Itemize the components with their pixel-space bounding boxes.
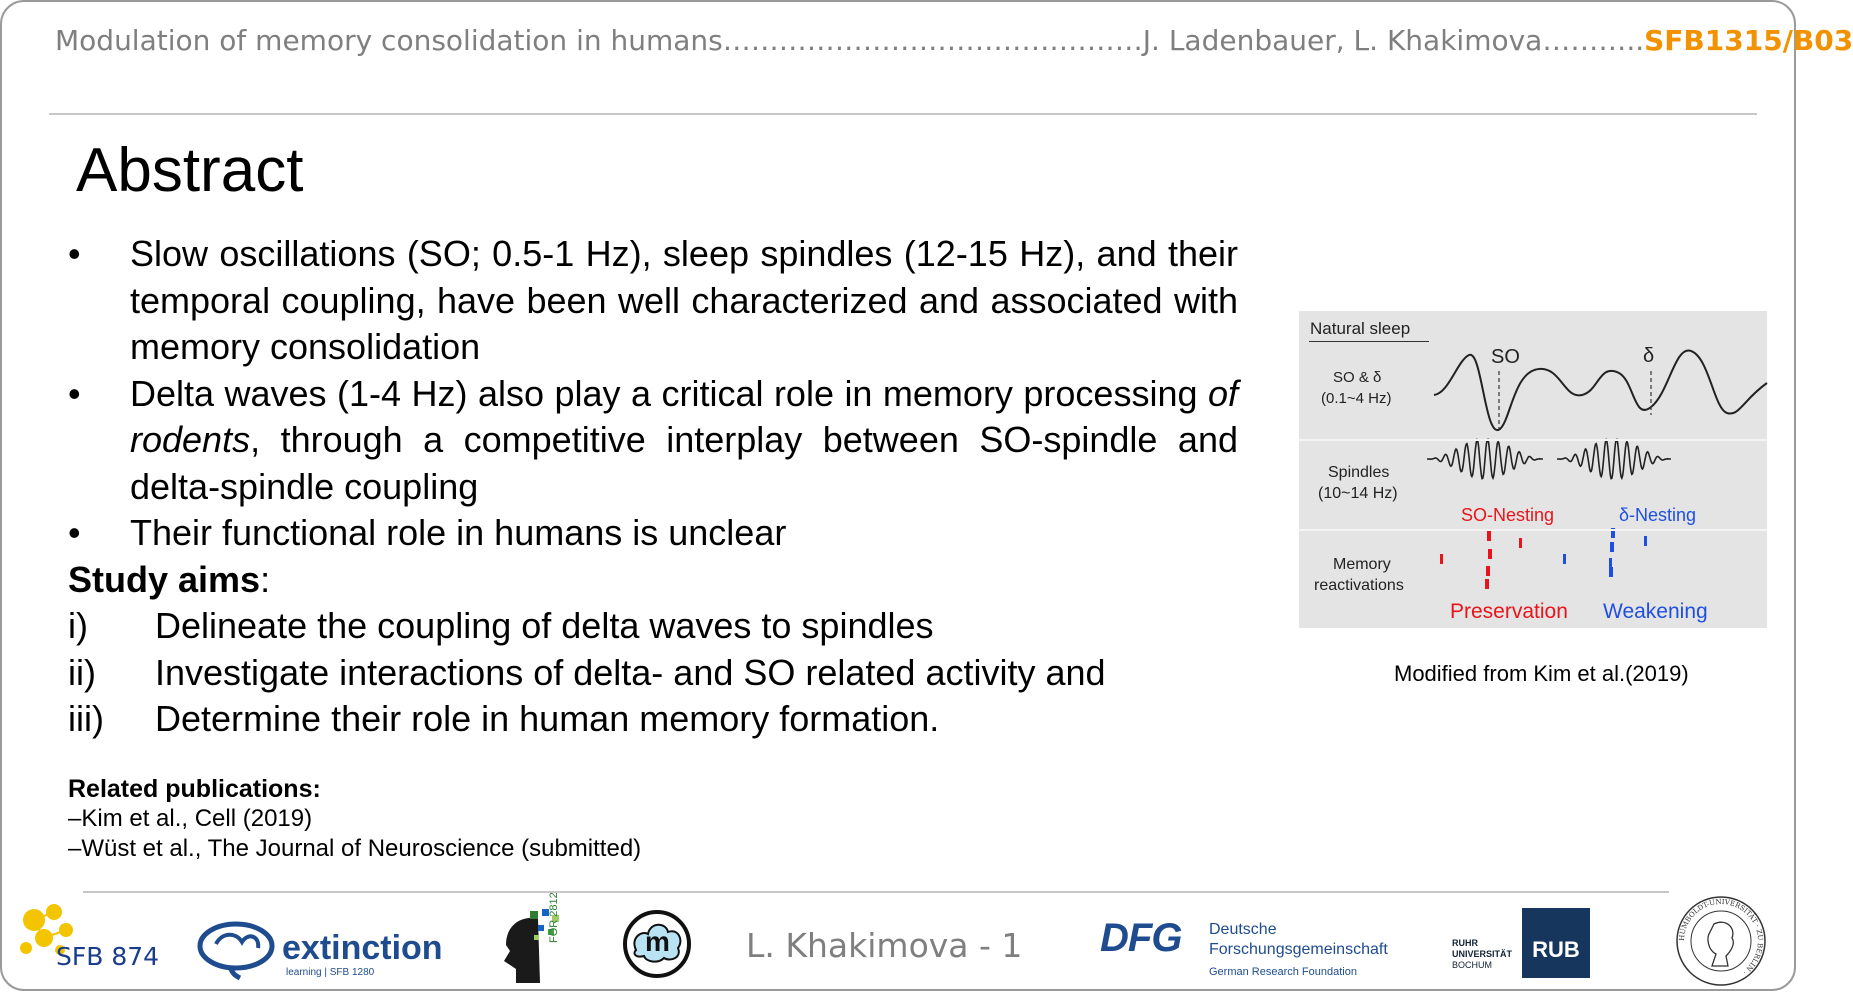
reactivation-mark [1488,549,1492,559]
preservation-label: Preservation [1450,600,1568,623]
header-rule [49,113,1757,115]
dfg-line1: Deutsche [1209,921,1277,938]
presenter-footer: L. Khakimova - 1 [746,926,1023,965]
row1-sublabel: (0.1~4 Hz) [1321,390,1392,407]
row2-sublabel: (10~14 Hz) [1318,485,1398,502]
ruhr-line3: BOCHUM [1452,960,1492,970]
row3-label: Memory [1333,556,1391,573]
bullet-mark: • [68,233,81,274]
row-separator [1299,439,1767,441]
humboldt-seal-icon [1674,894,1768,988]
for2812-label: FOR 2812 [548,892,560,943]
slide-header [55,24,1853,57]
bullet-text: Slow oscillations (SO; 0.5-1 Hz), sleep spindles (12-15 Hz), and their temporal coupling, have been well characterized and associated with memory consolidation [130,233,1238,367]
rub-mark: RUB [1522,908,1590,978]
reactivation-mark [1486,566,1490,576]
publication-item: –Wüst et al., The Journal of Neuroscience (submitted) [68,835,642,862]
bullet-text: Their functional role in humans is unclear [130,512,787,553]
ruhr-line1: RUHR [1452,938,1478,948]
aims-heading: Study aims: [68,558,271,600]
aim-item [68,603,1238,650]
aim-item [68,696,1238,743]
row-separator [1299,529,1767,531]
reactivation-mark [1610,542,1614,552]
memory-reactivation-marks [1440,528,1647,589]
delta-marker: δ [1643,345,1655,367]
aim-text: Determine their role in human memory formation. [155,698,940,739]
reactivation-mark [1609,558,1612,568]
project-code: SFB1315/B03 [1644,24,1853,57]
extinction-sublabel: learning | SFB 1280 [286,967,375,978]
weakening-label: Weakening [1603,600,1708,623]
rub-logo [1452,908,1592,980]
reactivation-mark [1609,567,1613,577]
footer-rule [83,891,1669,893]
bullet-text: Delta waves (1-4 Hz) also play a critical role in memory processing of rodents, through a competitive interplay between SO-spindle and delta-spindle coupling [130,372,1238,507]
reactivation-mark [1519,538,1522,548]
m-logo [622,908,692,980]
aim-item [68,650,1238,697]
related-publications [68,774,641,864]
bullet-item [68,371,1238,511]
sleep-oscillation-figure [1299,311,1767,628]
italic-phrase: of rodents [130,372,1238,460]
delta-nesting-label: δ-Nesting [1619,505,1697,525]
reactivation-mark [1644,536,1647,546]
svg-text:HUMBOLDT-UNIVERSITÄT · ZU BERL: HUMBOLDT-UNIVERSITÄT · ZU BERLIN · [1677,897,1765,977]
row1-label: SO & δ [1333,369,1382,386]
so-marker: SO [1491,346,1520,368]
bullet-item [68,231,1238,371]
reactivation-mark [1563,554,1566,564]
header-text: Modulation of memory consolidation in humans………………………………………J. Ladenbauer, L. Khakimova……….. [55,24,1645,57]
aim-number: ii) [68,651,96,693]
so-delta-waveform [1434,350,1767,430]
brain-icon [196,918,278,980]
ruhr-line2: UNIVERSITÄT [1452,949,1513,959]
bullet-mark: • [68,512,81,553]
publication-item: –Kim et al., Cell (2019) [68,805,313,832]
aim-text: Investigate interactions of delta- and SO related activity and [155,651,1106,693]
aim-number: i) [68,605,88,646]
reactivation-mark [1440,554,1443,564]
reactivation-mark [1487,531,1491,541]
humboldt-seal [1674,894,1768,988]
so-nesting-label: SO-Nesting [1461,505,1555,525]
dfg-line3: German Research Foundation [1209,966,1357,978]
extinction-label: extinction [282,929,443,967]
aim-text: Delineate the coupling of delta waves to spindles [155,605,934,646]
bullet-mark: • [68,372,81,414]
abstract-body [68,231,1238,743]
head-profile-icon [494,905,574,987]
spindle-waveform [1427,439,1671,478]
slide-title: Abstract [76,136,304,205]
reactivation-mark [1485,579,1489,589]
row3-sublabel: reactivations [1314,577,1404,594]
aim-number: iii) [68,698,104,739]
for2812-logo [494,892,574,987]
bullet-item [68,510,1238,557]
dfg-logo [1100,916,1400,990]
figure-title: Natural sleep [1310,319,1411,338]
dfg-line2: Forschungsgemeinschaft [1209,941,1388,958]
dfg-mark: DFG [1100,916,1182,960]
m-label: m [645,926,670,957]
sfb874-label: SFB 874 [56,942,160,971]
sfb874-logo [14,898,174,978]
figure-caption: Modified from Kim et al.(2019) [1394,661,1689,686]
publications-heading: Related publications: [68,775,321,803]
row2-label: Spindles [1328,464,1390,481]
extinction-learning-logo [196,916,456,986]
